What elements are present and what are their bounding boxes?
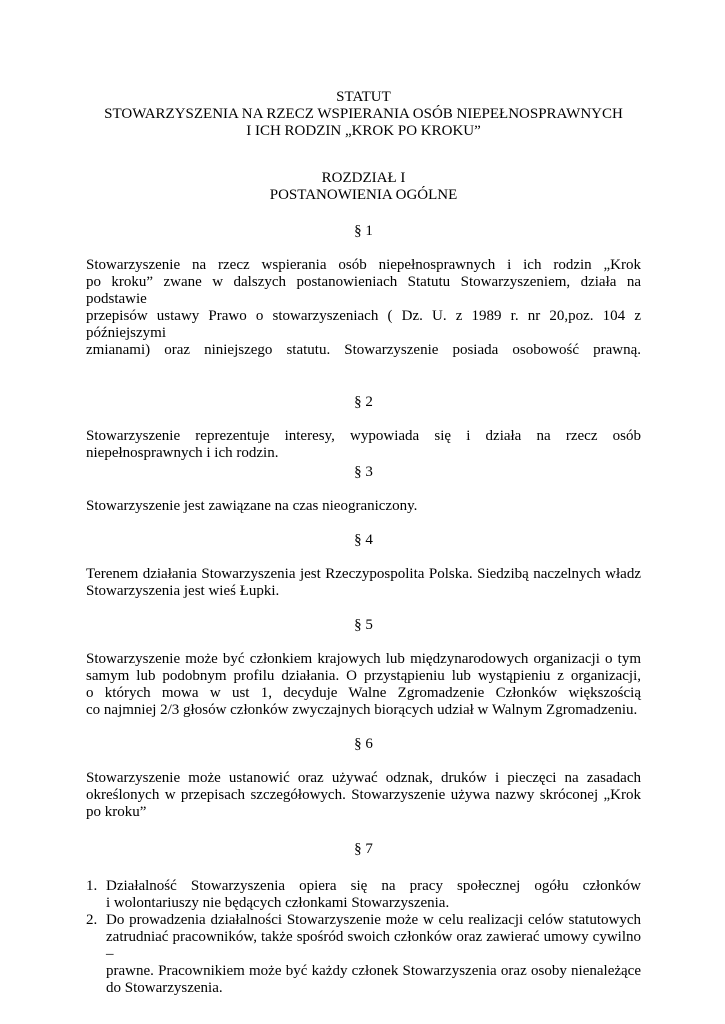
section-1-line: zmianami) oraz niniejszego statutu. Stowarzyszenie posiada osobowość prawną.: [86, 342, 641, 358]
section-7-list: [86, 878, 641, 997]
list-item-line: i wolontariuszy nie będących członkami Stowarzyszenia.: [106, 895, 450, 911]
list-item-number: 2.: [86, 912, 98, 928]
chapter-number: ROZDZIAŁ I: [321, 170, 406, 186]
list-item-line: zatrudniać pracowników, także spośród swoich członków oraz zawierać umowy cywilno –: [106, 929, 641, 962]
section-6-text: [86, 770, 641, 821]
section-4-text: [86, 566, 641, 600]
section-mark-4: § 4: [354, 532, 373, 548]
section-6-line: Stowarzyszenie może ustanowić oraz używać odznak, druków i pieczęci na zasadach: [86, 770, 641, 786]
section-2-line: niepełnosprawnych i ich rodzin.: [86, 445, 279, 461]
section-1-line: po kroku” zwane w dalszych postanowieniach Statutu Stowarzyszeniem, działa na podstawie: [86, 274, 641, 307]
section-4-line: Stowarzyszenia jest wieś Łupki.: [86, 583, 280, 599]
section-1-text: [86, 257, 641, 359]
section-mark-5: § 5: [354, 617, 373, 633]
section-mark-7: § 7: [354, 841, 373, 857]
section-5-line: Stowarzyszenie może być członkiem krajowych lub międzynarodowych organizacji o tym: [86, 651, 641, 667]
document-title: [86, 89, 641, 140]
section-5-line: o których mowa w ust 1, decyduje Walne Zgromadzenie Członków większością: [86, 685, 641, 701]
document-content: [86, 89, 641, 997]
chapter-heading: [86, 170, 641, 204]
title-line-2: STOWARZYSZENIA NA RZECZ WSPIERANIA OSÓB NIEPEŁNOSPRAWNYCH: [104, 106, 623, 122]
title-line-1: STATUT: [336, 89, 391, 105]
section-mark-2: § 2: [354, 394, 373, 410]
section-mark-1: § 1: [354, 223, 373, 239]
list-item-line: Do prowadzenia działalności Stowarzyszenie może w celu realizacji celów statutowych: [106, 912, 641, 928]
section-6-line: określonych w przepisach szczegółowych. Stowarzyszenie używa nazwy skróconej „Krok: [86, 787, 641, 803]
title-line-3: I ICH RODZIN „KROK PO KROKU”: [246, 123, 481, 139]
list-item-line: prawne. Pracownikiem może być każdy członek Stowarzyszenia oraz osoby nienależące: [106, 963, 641, 979]
list-item: [86, 878, 641, 912]
section-5-line: co najmniej 2/3 głosów członków zwyczajnych biorących udział w Walnym Zgromadzeniu.: [86, 702, 638, 718]
list-item-line: do Stowarzyszenia.: [106, 980, 223, 996]
section-mark-6: § 6: [354, 736, 373, 752]
section-3-text: Stowarzyszenie jest zawiązane na czas nieograniczony.: [86, 498, 418, 514]
section-1-line: Stowarzyszenie na rzecz wspierania osób niepełnosprawnych i ich rodzin „Krok: [86, 257, 641, 273]
list-item: [86, 912, 641, 997]
section-2-text: [86, 428, 641, 462]
section-mark-3: § 3: [354, 464, 373, 480]
chapter-name: POSTANOWIENIA OGÓLNE: [269, 187, 458, 203]
section-6-line: po kroku”: [86, 804, 147, 820]
list-item-number: 1.: [86, 878, 98, 894]
section-1-line: przepisów ustawy Prawo o stowarzyszeniach ( Dz. U. z 1989 r. nr 20,poz. 104 z późniejszymi: [86, 308, 641, 341]
section-5-line: samym lub podobnym profilu działania. O przystąpieniu lub wystąpieniu z organizacji,: [86, 668, 641, 684]
section-4-line: Terenem działania Stowarzyszenia jest Rzeczypospolita Polska. Siedzibą naczelnych władz: [86, 566, 641, 582]
section-5-text: [86, 651, 641, 719]
list-item-line: Działalność Stowarzyszenia opiera się na pracy społecznej ogółu członków: [106, 878, 641, 894]
section-2-line: Stowarzyszenie reprezentuje interesy, wypowiada się i działa na rzecz osób: [86, 428, 641, 444]
